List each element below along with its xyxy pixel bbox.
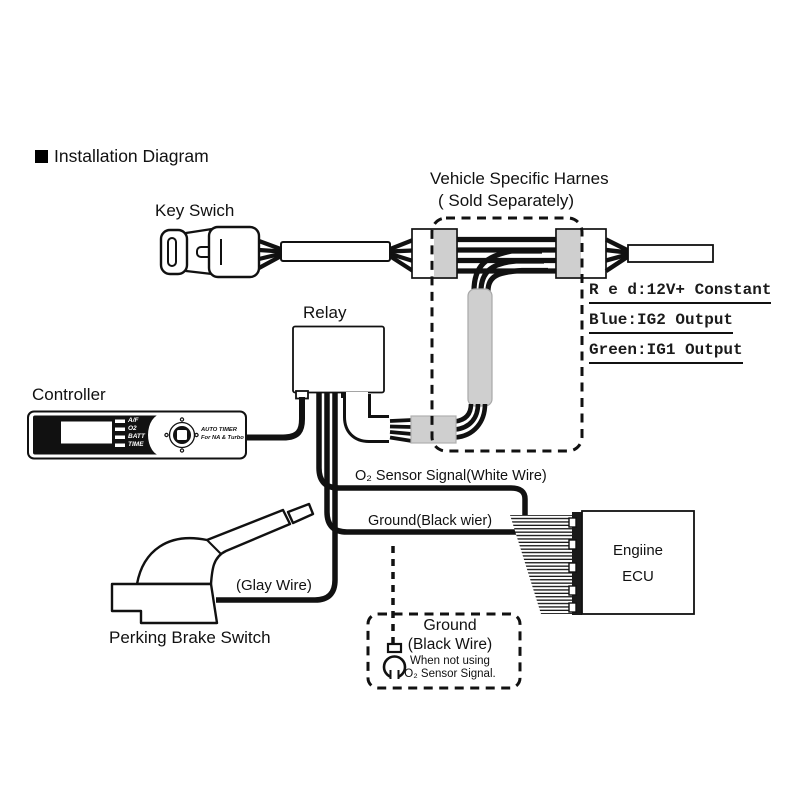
branch-to-inline-wires — [455, 404, 485, 438]
legend-blue: Blue:IG2 Output — [589, 311, 733, 334]
ecu-label — [582, 538, 694, 590]
harness-connector-left — [412, 229, 457, 278]
controller-led-batt: BATT — [128, 432, 145, 440]
controller-brand-line2: For NA & Turbo — [201, 434, 244, 441]
ecu-label-line1: Engiine — [612, 542, 664, 559]
controller-label: Controller — [32, 385, 106, 404]
controller-led-af: A/F — [128, 416, 139, 424]
page-title — [35, 146, 209, 167]
ground-note-line1: When not using — [410, 655, 490, 667]
o2-signal-wire-label: O₂ Sensor Signal(White Wire) — [355, 468, 547, 484]
harness-wires — [455, 240, 558, 292]
parking-brake-label: Perking Brake Switch — [109, 628, 271, 647]
legend-green: Green:IG1 Output — [589, 341, 743, 364]
key-switch-label: Key Swich — [155, 201, 235, 220]
key-switch-cable — [259, 240, 413, 271]
gray-wire-label: (Glay Wire) — [236, 577, 312, 594]
relay-box — [293, 327, 384, 399]
relay-label: Relay — [303, 303, 347, 322]
ground-note — [394, 616, 506, 681]
parking-brake-lever — [112, 504, 313, 623]
ecu-label-line2: ECU — [622, 568, 654, 585]
controller-led-time: TIME — [128, 440, 144, 448]
wire-color-legend — [589, 281, 771, 371]
controller-lcd — [61, 422, 112, 444]
lever-tip — [288, 504, 313, 523]
ground-wire-label: Ground(Black wier) — [368, 513, 493, 529]
controller-brand-line1: AUTO TIMER — [201, 427, 237, 433]
harness-label-line1: Vehicle Specific Harnes — [430, 169, 609, 188]
ground-note-subtitle: (Black Wire) — [407, 636, 493, 653]
ground-note-line2: O₂ Sensor Signal. — [404, 668, 496, 680]
controller-relay-wire — [246, 397, 302, 438]
section-marker-icon — [35, 150, 48, 163]
relay-elbow-connector — [357, 392, 412, 441]
controller-led-o2: O2 — [128, 424, 137, 432]
lever-base — [112, 584, 217, 623]
ecu-wire-fan — [510, 515, 573, 614]
harness-branch-connector — [468, 289, 492, 406]
harness-label-line2: ( Sold Separately) — [438, 191, 575, 210]
harness-label — [430, 168, 609, 212]
ground-note-title: Ground — [423, 617, 477, 634]
key-switch-illustration — [161, 227, 259, 277]
page-title-text: Installation Diagram — [54, 146, 209, 166]
harness-end-cable — [606, 240, 713, 272]
legend-red: R e d:12V+ Constant — [589, 281, 771, 304]
